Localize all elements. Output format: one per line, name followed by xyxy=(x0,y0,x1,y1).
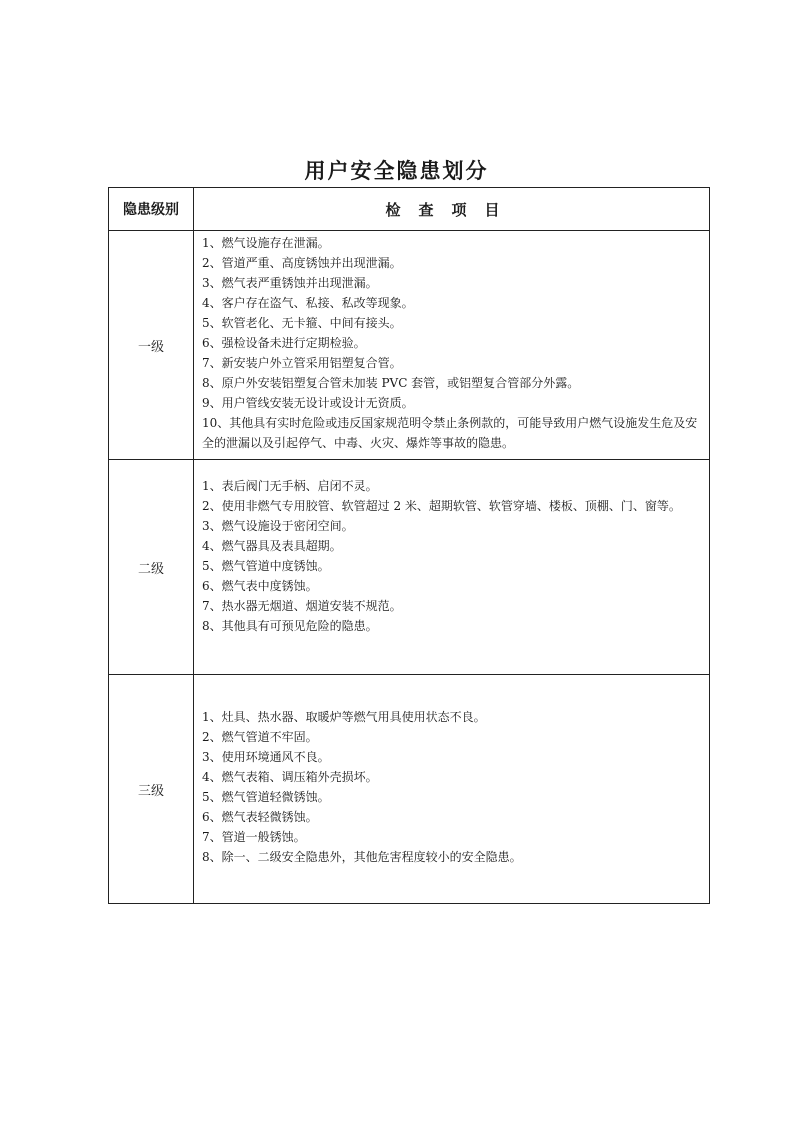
inspection-item-list xyxy=(194,675,709,867)
list-item: 1、燃气设施存在泄漏。 xyxy=(202,236,330,250)
list-item: 3、使用环境通风不良。 xyxy=(202,750,330,764)
table-row-level-2 xyxy=(109,460,710,675)
list-item: 7、新安装户外立管采用铝塑复合管。 xyxy=(202,356,402,370)
list-item: 5、燃气管道轻微锈蚀。 xyxy=(202,790,330,804)
list-item: 8、除一、二级安全隐患外，其他危害程度较小的安全隐患。 xyxy=(202,850,522,864)
list-item: 7、管道一般锈蚀。 xyxy=(202,830,306,844)
list-item: 4、燃气表箱、调压箱外壳损坏。 xyxy=(202,770,378,784)
items-cell xyxy=(194,231,710,460)
level-cell: 二级 xyxy=(109,460,194,675)
list-item: 8、原户外安装铝塑复合管未加装 PVC 套管，或铝塑复合管部分外露。 xyxy=(202,376,580,390)
list-item: 1、表后阀门无手柄、启闭不灵。 xyxy=(202,479,378,493)
level-cell: 一级 xyxy=(109,231,194,460)
list-item: 2、使用非燃气专用胶管、软管超过 2 米、超期软管、软管穿墙、楼板、顶棚、门、窗等。 xyxy=(202,499,681,513)
inspection-item-list xyxy=(194,460,709,636)
list-item: 2、燃气管道不牢固。 xyxy=(202,730,318,744)
list-item: 1、灶具、热水器、取暖炉等燃气用具使用状态不良。 xyxy=(202,710,486,724)
inspection-item-list xyxy=(194,231,709,453)
list-item: 8、其他具有可预见危险的隐患。 xyxy=(202,619,378,633)
list-item: 6、燃气表中度锈蚀。 xyxy=(202,579,318,593)
table-header-row xyxy=(109,188,710,231)
list-item: 5、软管老化、无卡箍、中间有接头。 xyxy=(202,316,402,330)
header-inspection-items: 检查项目 xyxy=(194,188,710,231)
level-cell: 三级 xyxy=(109,675,194,904)
list-item: 3、燃气表严重锈蚀并出现泄漏。 xyxy=(202,276,378,290)
list-item: 4、客户存在盗气、私接、私改等现象。 xyxy=(202,296,414,310)
items-cell xyxy=(194,460,710,675)
table-row-level-3 xyxy=(109,675,710,904)
list-item: 7、热水器无烟道、烟道安装不规范。 xyxy=(202,599,402,613)
list-item: 6、燃气表轻微锈蚀。 xyxy=(202,810,318,824)
list-item: 9、用户管线安装无设计或设计无资质。 xyxy=(202,396,414,410)
header-hazard-level: 隐患级别 xyxy=(109,188,194,231)
list-item: 3、燃气设施设于密闭空间。 xyxy=(202,519,354,533)
list-item: 6、强检设备未进行定期检验。 xyxy=(202,336,366,350)
items-cell xyxy=(194,675,710,904)
list-item: 10、其他具有实时危险或违反国家规范明令禁止条例款的，可能导致用户燃气设施发生危及安全的泄漏以及引起停气、中毒、火灾、爆炸等事故的隐患。 xyxy=(202,416,698,450)
hazard-classification-table xyxy=(108,187,710,904)
table-row-level-1 xyxy=(109,231,710,460)
list-item: 5、燃气管道中度锈蚀。 xyxy=(202,559,330,573)
list-item: 2、管道严重、高度锈蚀并出现泄漏。 xyxy=(202,256,402,270)
page-title: 用户安全隐患划分 xyxy=(304,159,489,183)
list-item: 4、燃气器具及表具超期。 xyxy=(202,539,342,553)
